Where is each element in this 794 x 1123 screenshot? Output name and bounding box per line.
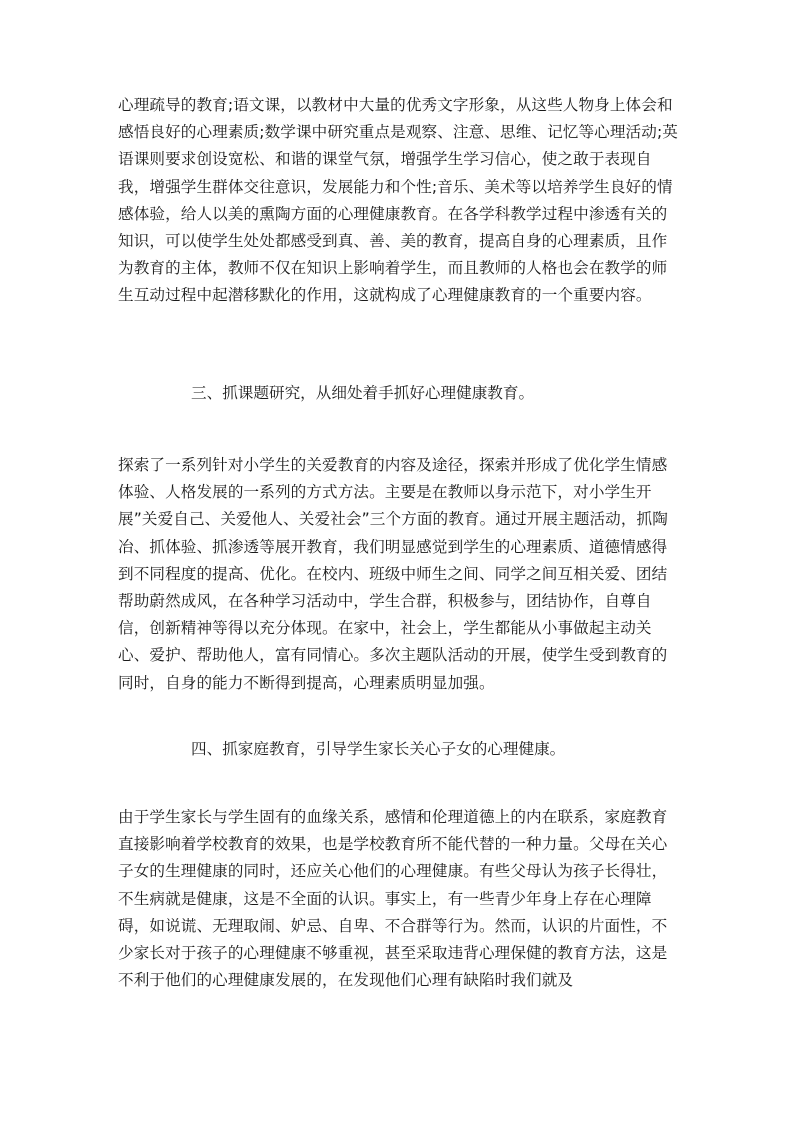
paragraph-care-education: 探索了一系列针对小学生的关爱教育的内容及途径，探索并形成了优化学生情感体验、人格发展的一系列的方式方法。主要是在教师以身示范下，对小学生开展”关爱自己、关爱他人、关爱社会”三个方面的教育。通过开展主题活动，抓陶冶、抓体验、抓渗透等展开教育，我们明显感觉到学生的心理素质、道德情感得到不同程度的提高、优化。在校内、班级中师生之间、同学之间互相关爱、团结帮助蔚然成风，在各种学习活动中，学生合群，积极参与，团结协作，自尊自信，创新精神等得以充分体现。在家中，社会上，学生都能从小事做起主动关心、爱护、帮助他人，富有同情心。多次主题队活动的开展，使学生受到教育的同时，自身的能力不断得到提高，心理素质明显加强。 [118, 456, 668, 692]
paragraph-subject-teaching: 心理疏导的教育;语文课，以教材中大量的优秀文字形象，从这些人物身上体会和感悟良好的心理素质;数学课中研究重点是观察、注意、思维、记忆等心理活动;英语课则要求创设宽松、和谐的课堂气氛，增强学生学习信心，使之敢于表现自我，增强学生群体交往意识，发展能力和个性;音乐、美术等以培养学生良好的情感体验，给人以美的熏陶方面的心理健康教育。在各学科教学过程中渗透有关的知识，可以使学生处处都感受到真、善、美的教育，提高自身的心理素质，且作为教育的主体，教师不仅在知识上影响着学生，而且教师的人格也会在教学的师生互动过程中起潜移默化的作用，这就构成了心理健康教育的一个重要内容。 [118, 96, 678, 305]
section-heading-4: 四、抓家庭教育，引导学生家长关心子女的心理健康。 [191, 740, 566, 758]
paragraph-family-education: 由于学生家长与学生固有的血缘关系，感情和伦理道德上的内在联系，家庭教育直接影响着学校教育的效果，也是学校教育所不能代替的一种力量。父母在关心子女的生理健康的同时，还应关心他们的心理健康。有些父母认为孩子长得壮，不生病就是健康，这是不全面的认识。事实上，有一些青少年身上存在心理障碍，如说谎、无理取闹、妒忌、自卑、不合群等行为。然而，认识的片面性，不少家长对于孩子的心理健康不够重视，甚至采取违背心理保健的教育方法，这是不利于他们的心理健康发展的，在发现他们心理有缺陷时我们就及 [118, 808, 668, 990]
section-heading-3: 三、抓课题研究，从细处着手抓好心理健康教育。 [191, 384, 535, 402]
